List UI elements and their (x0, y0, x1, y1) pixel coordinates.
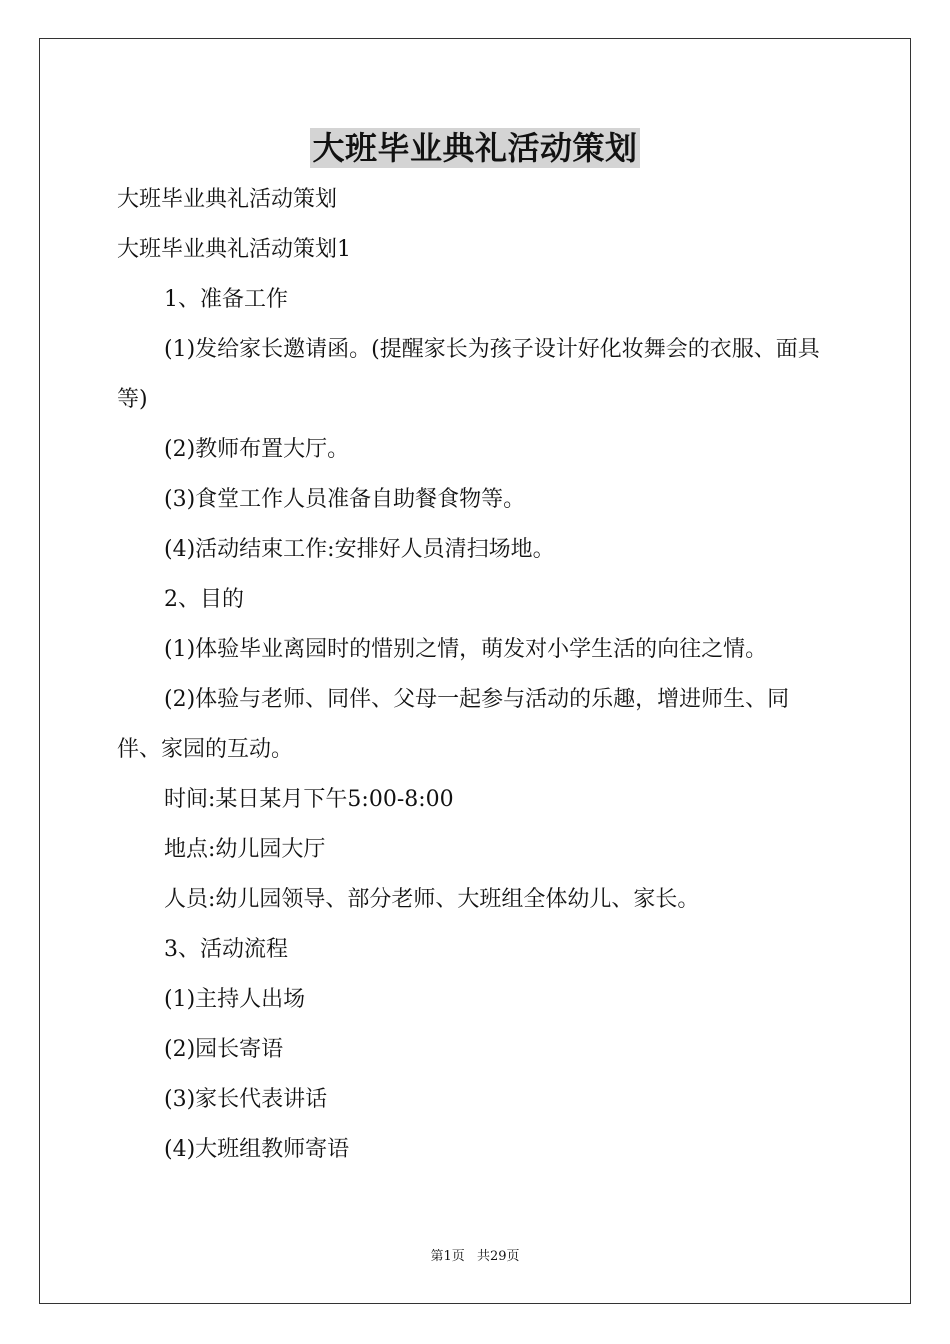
page-footer (0, 1248, 950, 1266)
paragraph: (1)发给家长邀请函。(提醒家长为孩子设计好化妆舞会的衣服、面具等) (117, 337, 820, 412)
paragraph: (3)食堂工作人员准备自助餐食物等。 (164, 487, 526, 512)
section-heading: 2、目的 (164, 587, 244, 612)
section-heading: 1、准备工作 (164, 287, 288, 312)
document-body (117, 175, 829, 1175)
paragraph: (4)大班组教师寄语 (164, 1137, 350, 1162)
page-number: 第1页 (430, 1249, 465, 1264)
paragraph: (2)体验与老师、同伴、父母一起参与活动的乐趣，增进师生、同伴、家园的互动。 (117, 687, 790, 762)
paragraph: 大班毕业典礼活动策划1 (117, 237, 351, 262)
paragraph: (2)园长寄语 (164, 1037, 284, 1062)
paragraph: (4)活动结束工作:安排好人员清扫场地。 (164, 537, 555, 562)
paragraph: 大班毕业典礼活动策划 (117, 187, 338, 212)
title-container (0, 128, 950, 168)
paragraph: 地点:幼儿园大厅 (164, 837, 326, 862)
paragraph: (3)家长代表讲话 (164, 1087, 328, 1112)
paragraph: (2)教师布置大厅。 (164, 437, 350, 462)
paragraph: 时间:某日某月下午5:00-8:00 (164, 787, 454, 812)
paragraph: (1)体验毕业离园时的惜别之情，萌发对小学生活的向往之情。 (164, 637, 768, 662)
paragraph: (1)主持人出场 (164, 987, 306, 1012)
section-heading: 3、活动流程 (164, 937, 288, 962)
page-total: 共29页 (476, 1249, 520, 1264)
document-title: 大班毕业典礼活动策划 (312, 129, 638, 167)
paragraph: 人员:幼儿园领导、部分老师、大班组全体幼儿、家长。 (164, 887, 700, 912)
